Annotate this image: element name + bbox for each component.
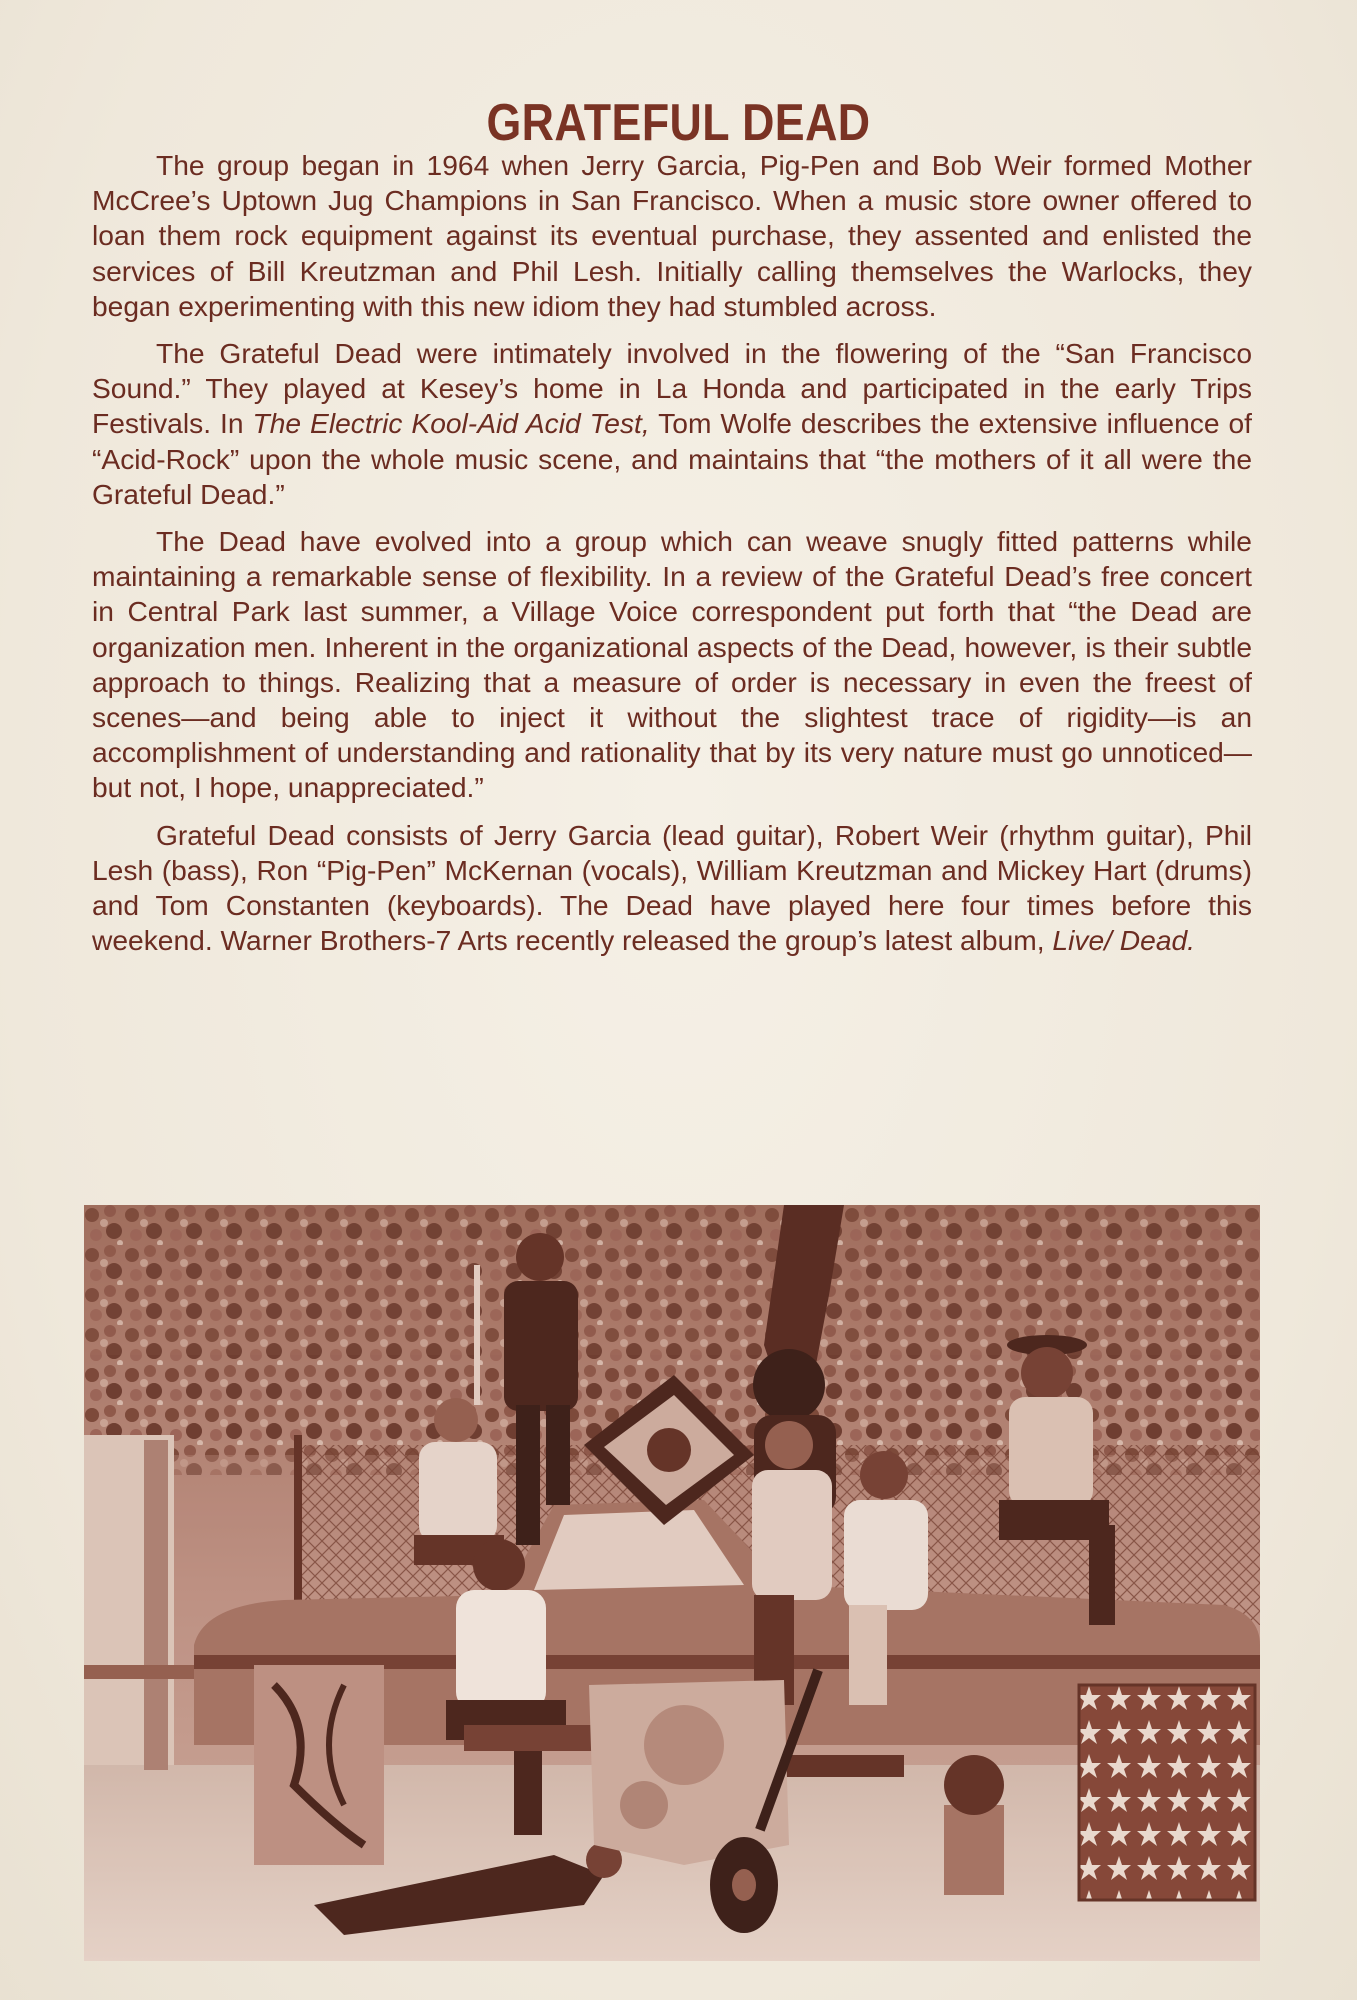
paragraph-history bbox=[92, 148, 1252, 324]
page-title: GRATEFUL DEAD bbox=[486, 93, 871, 152]
paragraph-evolution-text: The Dead have evolved into a group which can weave snugly fitted patterns while maintaining a remarkable sense of flexibility. In a review of the Grateful Dead’s free concert in Central Park last summer, a Village Voice correspondent put forth that “the Dead are organization men. Inherent in the organizational aspects of the Dead, however, is their subtle approach to things. Realizing that a measure of order is necessary in even the freest of scenes—and being able to inject it without the slightest trace of rigidity—is an accomplishment of understanding and rationality that by its very nature must go unnoticed—but not, I hope, unappreciated.” bbox=[92, 525, 1252, 804]
band-photo bbox=[84, 1205, 1260, 1961]
paragraph-sound-text-before: The Grateful Dead were intimately involved in the flowering of the “San Francisco Sound.” They played at Kesey’s home in La Honda and participated in the early Trips Festivals. In bbox=[92, 337, 1252, 440]
paragraph-san-francisco-sound bbox=[92, 336, 1252, 512]
paragraph-sound-text-after: Tom Wolfe describes the extensive influence of “Acid-Rock” upon the whole music scene, and maintains that “the mothers of it all were the Grateful Dead.” bbox=[92, 407, 1252, 510]
paragraph-history-text: The group began in 1964 when Jerry Garcia, Pig-Pen and Bob Weir formed Mother McCree’s Uptown Jug Champions in San Francisco. When a music store owner offered to loan them rock equipment against its eventual purchase, they assented and enlisted the services of Bill Kreutzman and Phil Lesh. Initially calling themselves the Warlocks, they began experimenting with this new idiom they had stumbled across. bbox=[92, 149, 1252, 322]
book-title: The Electric Kool-Aid Acid Test, bbox=[252, 407, 650, 440]
album-title: Live/ Dead. bbox=[1052, 924, 1196, 957]
paragraph-lineup-text: Grateful Dead consists of Jerry Garcia (lead guitar), Robert Weir (rhythm guitar), Phil Lesh (bass), Ron “Pig-Pen” McKernan (vocals), William Kreutzman and Mickey Hart (drums) and Tom Constanten (keyboards). The Dead have played here four times before this weekend. Warner Brothers-7 Arts recently released the group’s latest album, bbox=[92, 818, 1252, 957]
paragraph-lineup bbox=[92, 818, 1252, 959]
paragraph-evolution bbox=[92, 524, 1252, 806]
band-photo-illustration bbox=[84, 1205, 1260, 1961]
article-body bbox=[92, 148, 1252, 970]
